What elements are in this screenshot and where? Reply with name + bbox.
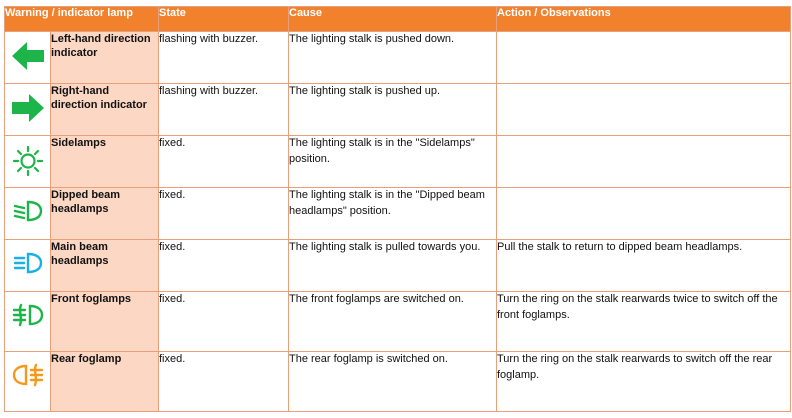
dipped-beam-icon xyxy=(12,197,44,225)
lamp-action xyxy=(497,136,791,188)
right-arrow-icon xyxy=(11,93,45,123)
table-row xyxy=(5,292,791,352)
lamp-action: Turn the ring on the stalk rearwards to switch off the rear foglamp. xyxy=(497,352,791,412)
lamp-cause: The rear foglamp is switched on. xyxy=(289,352,497,412)
lamp-action xyxy=(497,32,791,84)
left-arrow-icon xyxy=(11,41,45,71)
lamp-state: flashing with buzzer. xyxy=(159,32,289,84)
lamp-action: Turn the ring on the stalk rearwards twice to switch off the front foglamps. xyxy=(497,292,791,352)
lamp-action xyxy=(497,84,791,136)
header-cause: Cause xyxy=(289,7,497,32)
table-row xyxy=(5,32,791,84)
header-lamp: Warning / indicator lamp xyxy=(5,7,159,32)
table-header-row xyxy=(5,7,791,32)
lamp-name: Sidelamps xyxy=(51,136,159,188)
table-row xyxy=(5,352,791,412)
lamp-cause: The lighting stalk is in the "Dipped beam headlamps" position. xyxy=(289,188,497,240)
table-row xyxy=(5,136,791,188)
lamp-state: fixed. xyxy=(159,240,289,292)
table-row xyxy=(5,188,791,240)
lamp-state: fixed. xyxy=(159,292,289,352)
lamp-cause: The lighting stalk is in the "Sidelamps" position. xyxy=(289,136,497,188)
lamp-cause: The front foglamps are switched on. xyxy=(289,292,497,352)
lamp-state: fixed. xyxy=(159,188,289,240)
lamp-cause: The lighting stalk is pulled towards you. xyxy=(289,240,497,292)
rear-foglamp-icon xyxy=(12,361,44,389)
table-row xyxy=(5,84,791,136)
sidelamps-icon xyxy=(12,145,44,177)
lamp-state: fixed. xyxy=(159,352,289,412)
lamp-name: Right-hand direction indicator xyxy=(51,84,159,136)
lamp-cause: The lighting stalk is pushed up. xyxy=(289,84,497,136)
header-state: State xyxy=(159,7,289,32)
lamp-name: Dipped beam headlamps xyxy=(51,188,159,240)
lamp-name: Rear foglamp xyxy=(51,352,159,412)
header-action: Action / Observations xyxy=(497,7,791,32)
lamp-name: Front foglamps xyxy=(51,292,159,352)
lamp-name: Main beam headlamps xyxy=(51,240,159,292)
front-foglamps-icon xyxy=(12,301,44,329)
lamp-cause: The lighting stalk is pushed down. xyxy=(289,32,497,84)
lamp-state: fixed. xyxy=(159,136,289,188)
lamp-state: flashing with buzzer. xyxy=(159,84,289,136)
lamp-name: Left-hand direction indicator xyxy=(51,32,159,84)
table-row xyxy=(5,240,791,292)
lamp-action: Pull the stalk to return to dipped beam headlamps. xyxy=(497,240,791,292)
main-beam-icon xyxy=(12,249,44,277)
lamp-action xyxy=(497,188,791,240)
warning-lamps-table xyxy=(4,6,791,412)
